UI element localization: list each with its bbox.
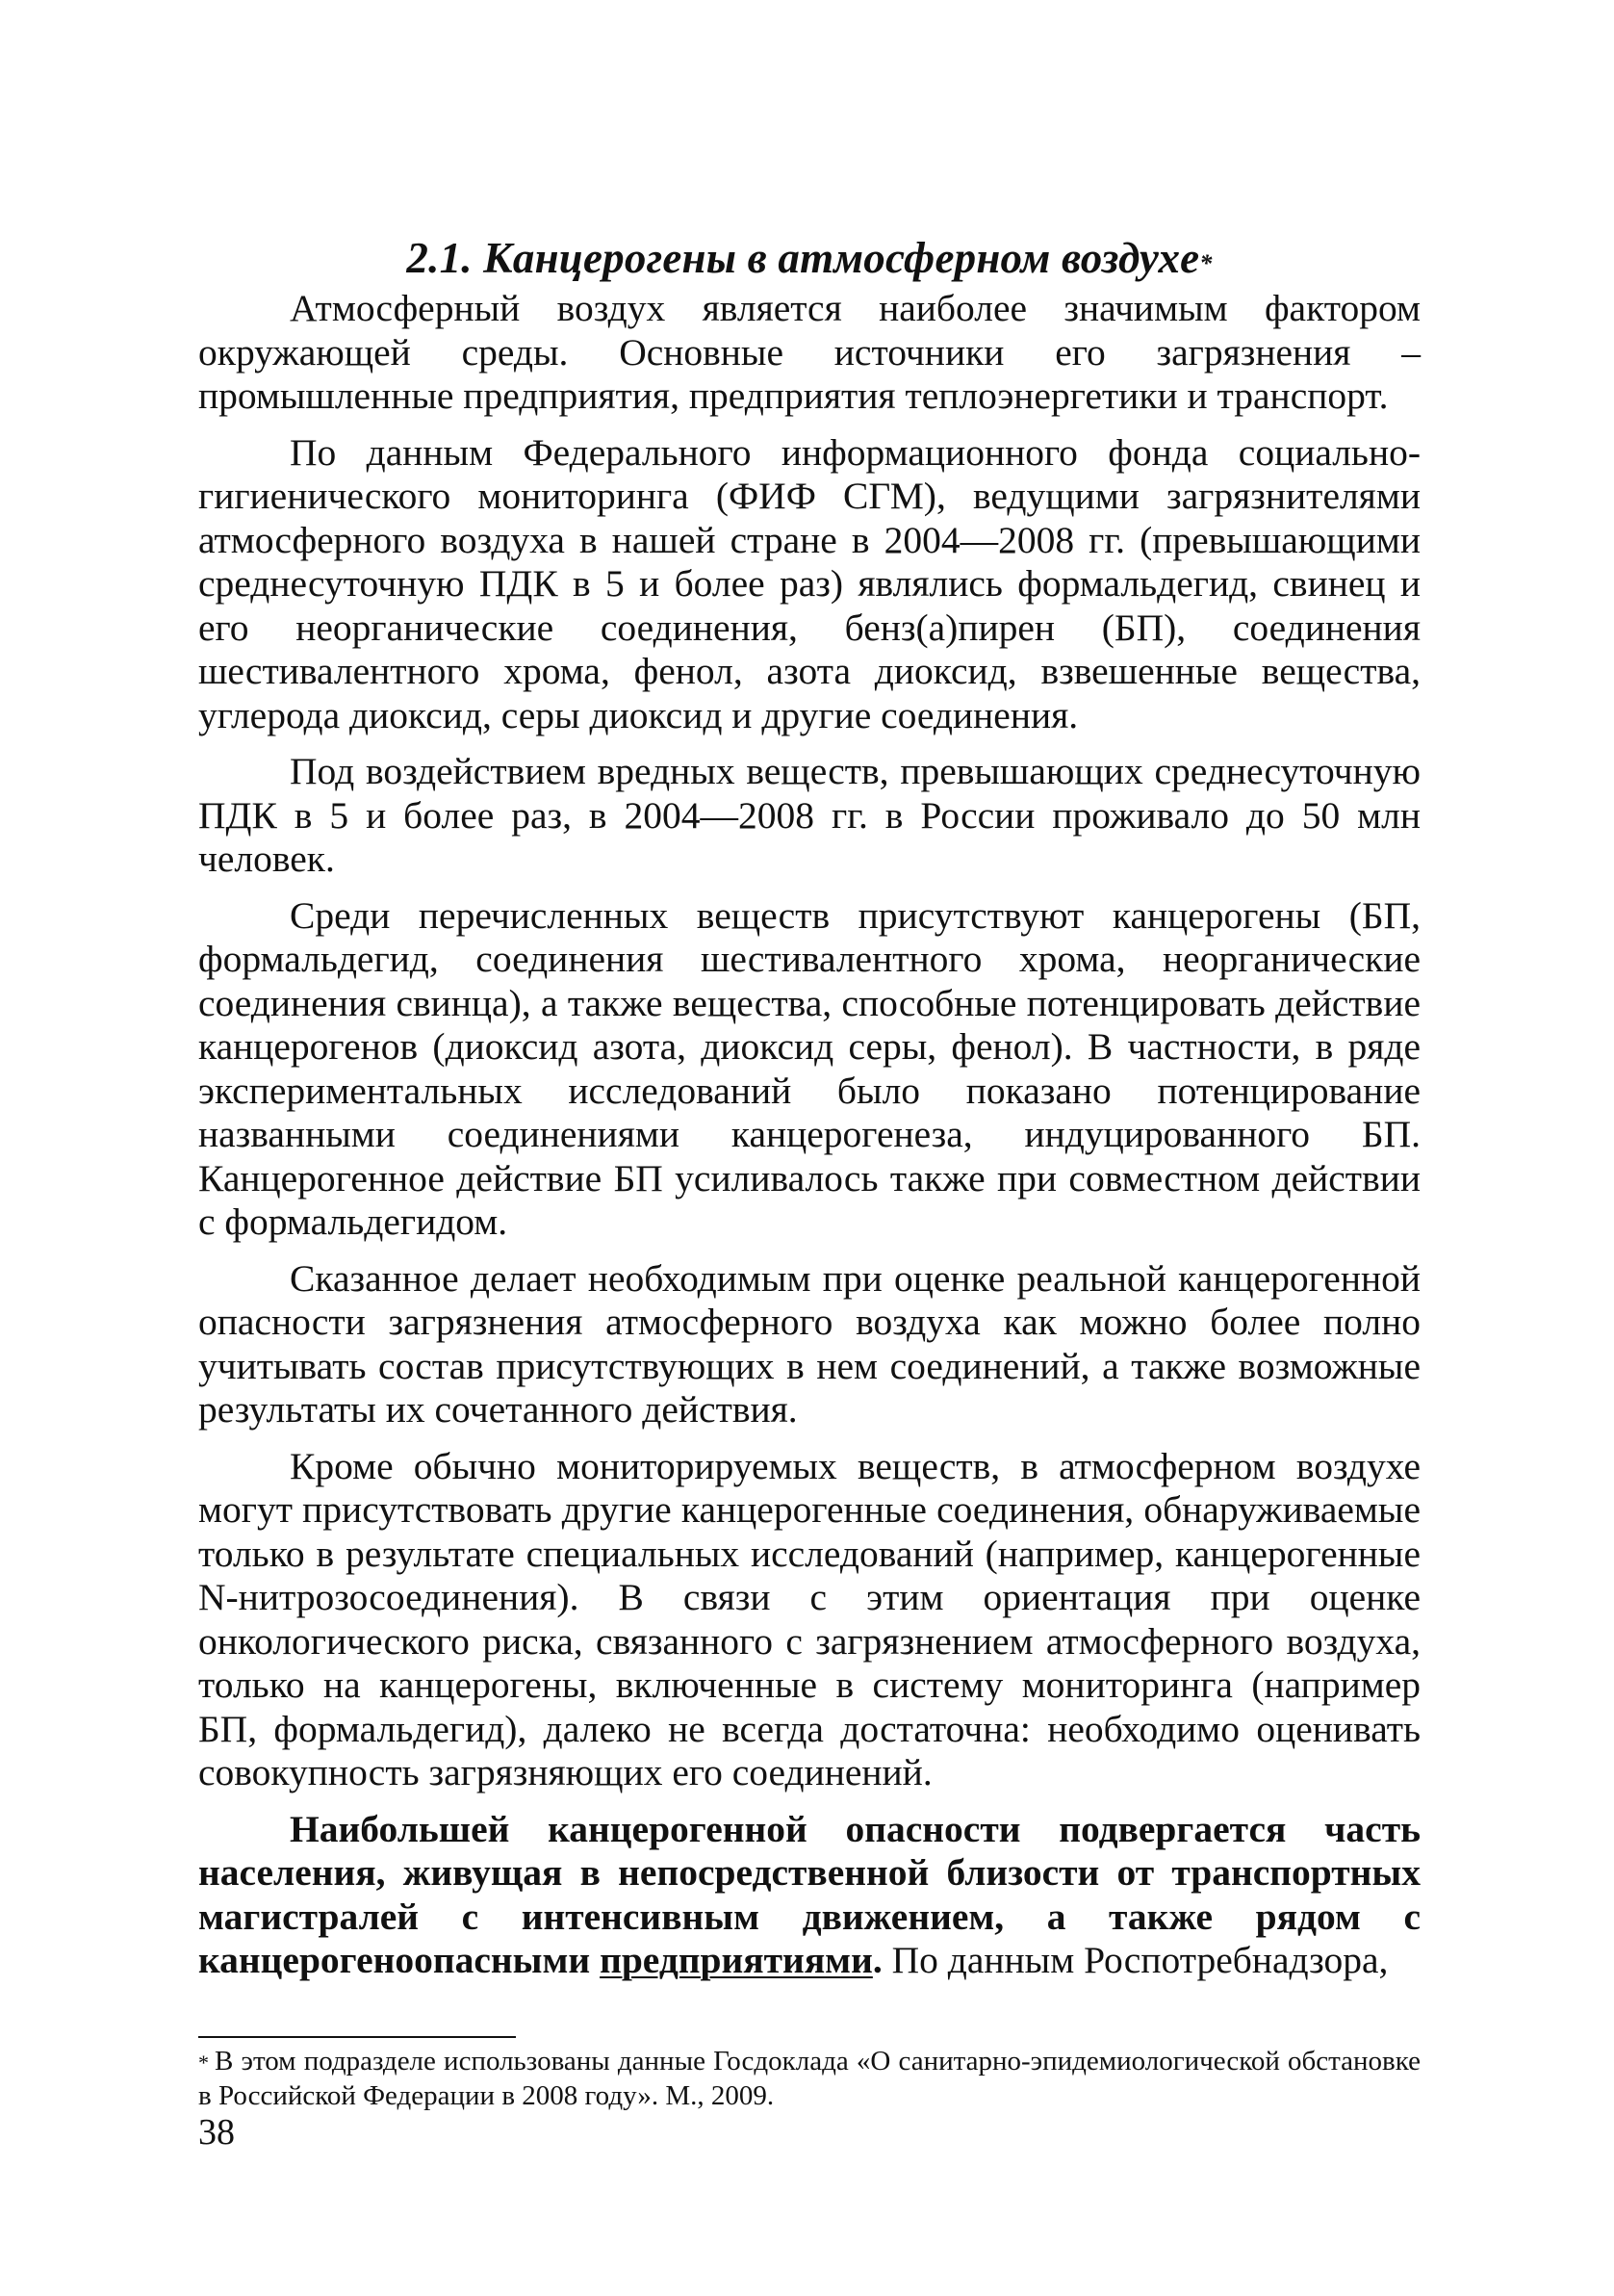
paragraph-7-regular: По данным Роспотребнадзора,	[882, 1939, 1389, 1981]
paragraph-1: Атмосферный воздух является наиболее значимым фактором окружающей среды. Основные источники его загрязнения – промышленные предприятия, предприятия теплоэнергетики и транспорт.	[198, 287, 1421, 417]
heading-footnote-mark: *	[1199, 249, 1213, 277]
paragraph-7-bold: Наибольшей канцерогенной опасности подвергается часть населения, живущая в непосредственной близости от транспортных магистралей с интенсивным движением, а также рядом с канцерогеноопасными	[198, 1807, 1421, 1981]
paragraph-4: Среди перечисленных веществ присутствуют канцерогены (БП, формальдегид, соединения шестивалентного хрома, неорганические соединения свинца), а также вещества, способные потенцировать действие канцерогенов (диоксид азота, диоксид серы, фенол). В частности, в ряде экспериментальных исследований было показано потенцирование названными соединениями канцерогенеза, индуцированного БП. Канцерогенное действие БП усиливалось также при совместном действии с формальдегидом.	[198, 893, 1421, 1243]
section-title: 2.1. Канцерогены в атмосферном воздухе	[406, 234, 1200, 282]
section-heading	[198, 229, 1421, 287]
footnote	[198, 2044, 1421, 2113]
paragraph-7-underlined: предприятиями	[600, 1939, 873, 1981]
paragraph-7-bold-period: .	[872, 1939, 883, 1981]
paragraph-6: Кроме обычно мониторируемых веществ, в атмосферном воздухе могут присутствовать другие канцерогенные соединения, обнаруживаемые только в результате специальных исследований (например, канцерогенные N-нитрозосоединения). В связи с этим ориентация при оценке онкологического риска, связанного с загрязнением атмосферного воздуха, только на канцерогены, включенные в систему мониторинга (например БП, формальдегид), далеко не всегда достаточна: необходимо оценивать совокупность загрязняющих его соединений.	[198, 1444, 1421, 1793]
paragraph-5: Сказанное делает необходимым при оценке реальной канцерогенной опасности загрязнения атмосферного воздуха как можно более полно учитывать состав присутствующих в нем соединений, а также возможные результаты их сочетанного действия.	[198, 1256, 1421, 1431]
paragraph-2: По данным Федерального информационного фонда социально-гигиенического мониторинга (ФИФ СГМ), ведущими загрязнителями атмосферного воздуха в нашей стране в 2004—2008 гг. (превышающими среднесуточную ПДК в 5 и более раз) являлись формальдегид, свинец и его неорганические соединения, бенз(а)пирен (БП), соединения шестивалентного хрома, фенол, азота диоксид, взвешенные вещества, углерода диоксид, серы диоксид и другие соединения.	[198, 430, 1421, 736]
main-content	[198, 229, 1421, 1996]
footnote-divider	[198, 2036, 516, 2038]
footnote-mark: *	[198, 2051, 209, 2075]
paragraph-7	[198, 1808, 1421, 1983]
page-number: 38	[198, 2112, 235, 2153]
footnote-text: В этом подразделе использованы данные Госдоклада «О санитарно-эпидемиологической обстановке в Российской Федерации в 2008 году». М., 2009.	[198, 2046, 1421, 2111]
paragraph-3: Под воздействием вредных веществ, превышающих среднесуточную ПДК в 5 и более раз, в 2004—2008 гг. в России проживало до 50 млн человек.	[198, 750, 1421, 880]
